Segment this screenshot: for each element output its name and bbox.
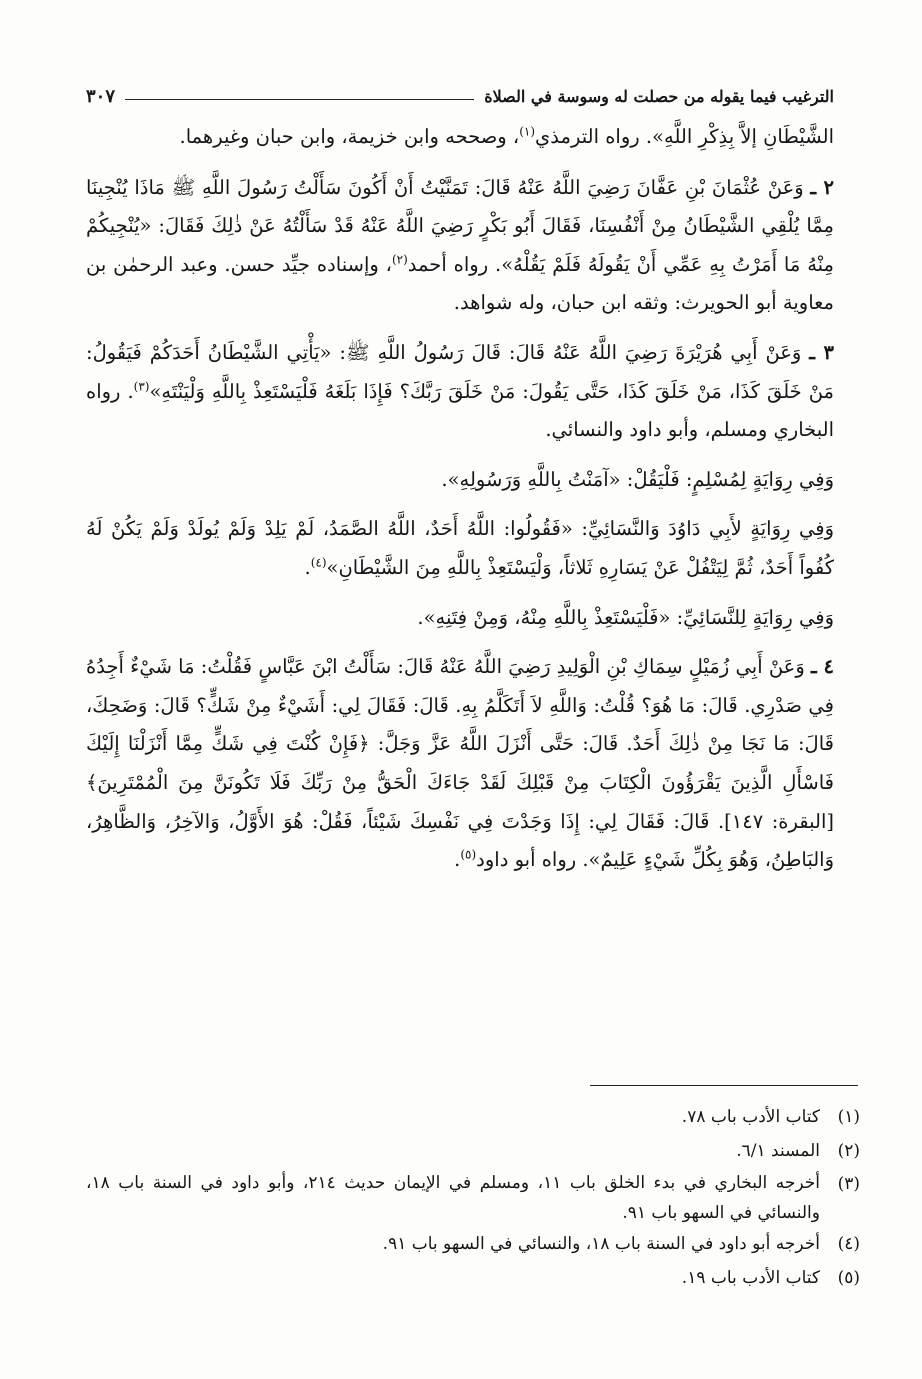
footnote-item (86, 1168, 860, 1228)
footnote-item (86, 1262, 860, 1296)
paragraph-text: . رواه البخاري ومسلم، وأبو داود والنسائي. (86, 379, 834, 442)
footnote-text: كتاب الأدب باب ١٩. (681, 1267, 820, 1288)
paragraph-text: الشَّيْطَانِ إلاَّ بِذِكْرِ اللَّهِ». رواه الترمذي (535, 125, 834, 148)
page-number: ٣٠٧ (86, 85, 116, 107)
footnote-ref: (٥) (460, 847, 477, 862)
paragraph-text: وَعَنْ عُثْمَانَ بْنِ عَفَّانَ رَضِيَ اللَّهُ عَنْهُ قَالَ: تَمَنَّيْتُ أَنْ أَكُونَ سَأَلْتُ رَسُولَ اللَّهِ ﷺ مَاذَا يُنْجِينَا مِمَّا يُلْقِي الشَّيْطَانُ مِنْ أَنْفُسِنَا، فَقَالَ أَبُو بَكْرٍ رَضِيَ اللَّهُ عَنْهُ قَدْ سَأَلْتُهُ عَنْ ذٰلِكَ فَقَالَ: «يُنْجِيكُمْ مِنْهُ مَا أَمَرْتُ بِهِ عَمِّي أَنْ يَقُولَهُ فَلَمْ يَقُلْهُ». رواه أحمد (86, 175, 834, 276)
paragraph-text: وَفِي رِوَايَةٍ لأَبِي دَاوُدَ وَالنَّسَائِيِّ: «فَقُولُوا: اللَّهُ أَحَدٌ، اللَّهُ الصَّمَدُ، لَمْ يَلِدْ وَلَمْ يُولَدْ وَلَمْ يَكُنْ لَهُ كُفُواً أَحَدٌ، ثُمَّ لِيَتْفُلْ عَنْ يَسَارِهِ ثَلاثاً، وَلْيَسْتَعِذْ بِاللَّهِ مِنَ الشَّيْطَانِ» (86, 517, 834, 579)
narration-nasai (86, 599, 834, 638)
footnote-text: كتاب الأدب باب ٧٨. (681, 1107, 820, 1127)
paragraph-continuation (86, 118, 834, 157)
paragraph-text: وَعَنْ أَبِي هُرَيْرَةَ رَضِيَ اللَّهُ عَنْهُ قَالَ: قَالَ رَسُولُ اللَّهِ ﷺ: «يَأْتِي الشَّيْطَانُ أَحَدَكُمْ فَيَقُولُ: مَنْ خَلَقَ كَذَا، مَنْ خَلَقَ كَذَا، حَتَّى يَقُولَ: مَنْ خَلَقَ رَبَّكَ؟ فَإِذَا بَلَغَهُ فَلْيَسْتَعِذْ بِاللَّهِ وَلْيَنْتَهِ» (86, 340, 834, 403)
hadith-4 (86, 648, 834, 880)
hadith-3 (86, 334, 834, 450)
paragraph-text: . (304, 555, 311, 579)
paragraph-text: وَعَنْ أَبِي زُمَيْلٍ سِمَاكِ بْنِ الْوَلِيدِ رَضِيَ اللَّهُ عَنْهُ قَالَ: سَأَلْتُ ابْنَ عَبَّاسٍ فَقُلْتُ: مَا شَيْءٌ أَجِدُهُ فِي صَدْرِي. قَالَ: مَا هُوَ؟ قُلْتُ: وَاللَّهِ لاَ أَتَكَلَّمُ بِهِ. قَالَ: فَقَالَ لِي: أَشَيْءٌ مِنْ شَكٍّ؟ قَالَ: وَضَحِكَ، قَالَ: مَا نَجَا مِنْ ذٰلِكَ أَحَدٌ. قَالَ: حَتَّى أَنْزَلَ اللَّهُ عَزَّ وَجَلَّ: ﴿فَإِنْ كُنْتَ فِي شَكٍّ مِمَّا أَنْزَلْنَا إِلَيْكَ فَاسْأَلِ الَّذِينَ يَقْرَؤُونَ الْكِتَابَ مِنْ قَبْلِكَ لَقَدْ جَاءَكَ الْحَقُّ مِنْ رَبِّكَ فَلَا تَكُونَنَّ مِنَ الْمُمْتَرِينَ﴾ [البقرة: ١٤٧]. قَالَ: فَقَالَ لِي: إِذَا وَجَدْتَ فِي نَفْسِكَ شَيْئاً، فَقُلْ: هُوَ الأَوَّلُ، وَالآخِرُ، وَالظَّاهِرُ، وَالبَاطِنُ، وَهُوَ بِكُلِّ شَيْءٍ عَلِيمٌ». رواه أبو داود (86, 655, 834, 872)
hadith-number: ٢ ـ (810, 175, 834, 199)
footnote-text: المسند ٦/١. (736, 1140, 820, 1161)
footnote-marker: (٣) (837, 1174, 860, 1194)
paragraph-text: ، وصححه وابن خزيمة، وابن حبان وغيرهما. (179, 125, 520, 148)
footnote-item (86, 1135, 860, 1169)
footnote-item (86, 1101, 860, 1135)
hadith-number: ٤ ـ (810, 655, 834, 679)
footnote-marker: (٤) (837, 1234, 860, 1254)
paragraph-text: وَفِي رِوَايَةٍ لِمُسْلِمٍ: فَلْيَقُلْ: «آمَنْتُ بِاللَّهِ وَرَسُولِهِ». (441, 467, 834, 491)
footnote-text: أخرجه أبو داود في السنة باب ١٨، والنسائي في السهو باب ٩١. (382, 1234, 820, 1254)
narration-muslim (86, 461, 834, 500)
running-header (86, 82, 834, 110)
footnote-item (86, 1228, 860, 1262)
footnote-ref: (٢) (391, 252, 408, 267)
footnote-text: أخرجه البخاري في بدء الخلق باب ١١، ومسلم في الإيمان حديث ٢١٤، وأبو داود في السنة باب ١٨، والنسائي في السهو باب ٩١. (86, 1173, 821, 1223)
footnote-ref: (١) (519, 124, 536, 139)
paragraph-text: ، وإسناده جيِّد حسن. وعبد الرحمٰن بن معاوية أبو الحويرث: وثقه ابن حبان، وله شواهد. (86, 252, 834, 315)
footnote-ref: (٤) (310, 555, 327, 570)
footnote-marker: (٥) (837, 1267, 860, 1288)
main-text (86, 118, 834, 891)
paragraph-text: . (454, 848, 461, 872)
footnote-separator (590, 1085, 858, 1086)
paragraph-text: وَفِي رِوَايَةٍ لِلنَّسَائِيِّ: «فَلْيَسْتَعِذْ بِاللَّهِ مِنْهُ، وَمِنْ فِتَنِهِ». (417, 605, 834, 629)
hadith-number: ٣ ـ (809, 340, 834, 364)
header-rule (125, 99, 474, 100)
footnote-marker: (١) (837, 1107, 860, 1127)
footnote-ref: (٣) (133, 379, 150, 394)
footnote-marker: (٢) (837, 1140, 860, 1161)
running-title: الترغيب فيما يقوله من حصلت له وسوسة في الصلاة (484, 86, 834, 106)
narration-abudawud-nasai (86, 510, 834, 587)
hadith-2 (86, 169, 834, 323)
footnotes (86, 1101, 860, 1295)
